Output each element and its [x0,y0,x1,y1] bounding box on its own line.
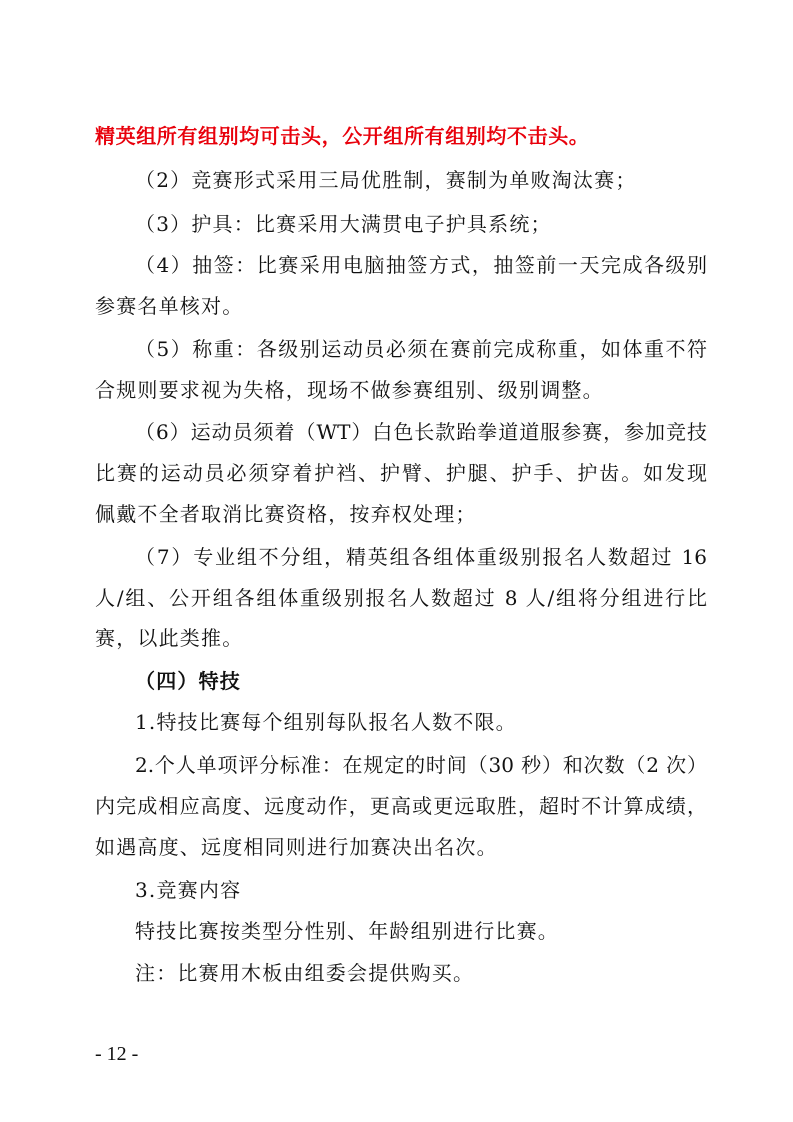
rule-item-6-line2: 比赛的运动员必须穿着护裆、护臂、护腿、护手、护齿。如发现 [95,461,707,485]
rule-item-6-line3: 佩戴不全者取消比赛资格，按弃权处理； [95,502,477,526]
rule-item-5-line2: 合规则要求视为失格，现场不做参赛组别、级别调整。 [95,378,604,402]
skills-item-2-line2: 内完成相应高度、远度动作，更高或更远取胜，超时不计算成绩， [95,794,707,818]
rule-headstrike: 精英组所有组别均可击头，公开组所有组别均不击头。 [95,124,590,148]
rule-item-7-line3: 赛，以此类推。 [95,626,244,650]
skills-item-2-line1: 2.个人单项评分标准：在规定的时间（30 秒）和次数（2 次） [135,753,707,777]
rule-item-4-line2: 参赛名单核对。 [95,294,244,318]
skills-item-3-content: 特技比赛按类型分性别、年龄组别进行比赛。 [135,919,559,943]
rule-item-7-line2: 人/组、公开组各组体重级别报名人数超过 8 人/组将分组进行比 [95,586,707,610]
section-heading-special-skills: （四）特技 [135,669,241,693]
page-number: - 12 - [95,1043,139,1065]
skills-item-3-heading: 3.竞赛内容 [135,878,242,902]
skills-item-2-line3: 如遇高度、远度相同则进行加赛决出名次。 [95,835,498,859]
rule-item-7-line1: （7）专业组不分组，精英组各组体重级别报名人数超过 16 [135,545,707,569]
rule-item-4-line1: （4）抽签：比赛采用电脑抽签方式，抽签前一天完成各级别 [135,253,707,277]
skills-item-1: 1.特技比赛每个组别每队报名人数不限。 [135,710,517,734]
rule-item-5-line1: （5）称重：各级别运动员必须在赛前完成称重，如体重不符 [135,337,707,361]
rule-item-6-line1: （6）运动员须着（WT）白色长款跆拳道道服参赛，参加竞技 [135,420,707,444]
rule-item-2: （2）竞赛形式采用三局优胜制，赛制为单败淘汰赛； [135,168,637,192]
rule-item-3: （3）护具：比赛采用大满贯电子护具系统； [135,212,552,236]
note-line: 注：比赛用木板由组委会提供购买。 [135,961,475,985]
